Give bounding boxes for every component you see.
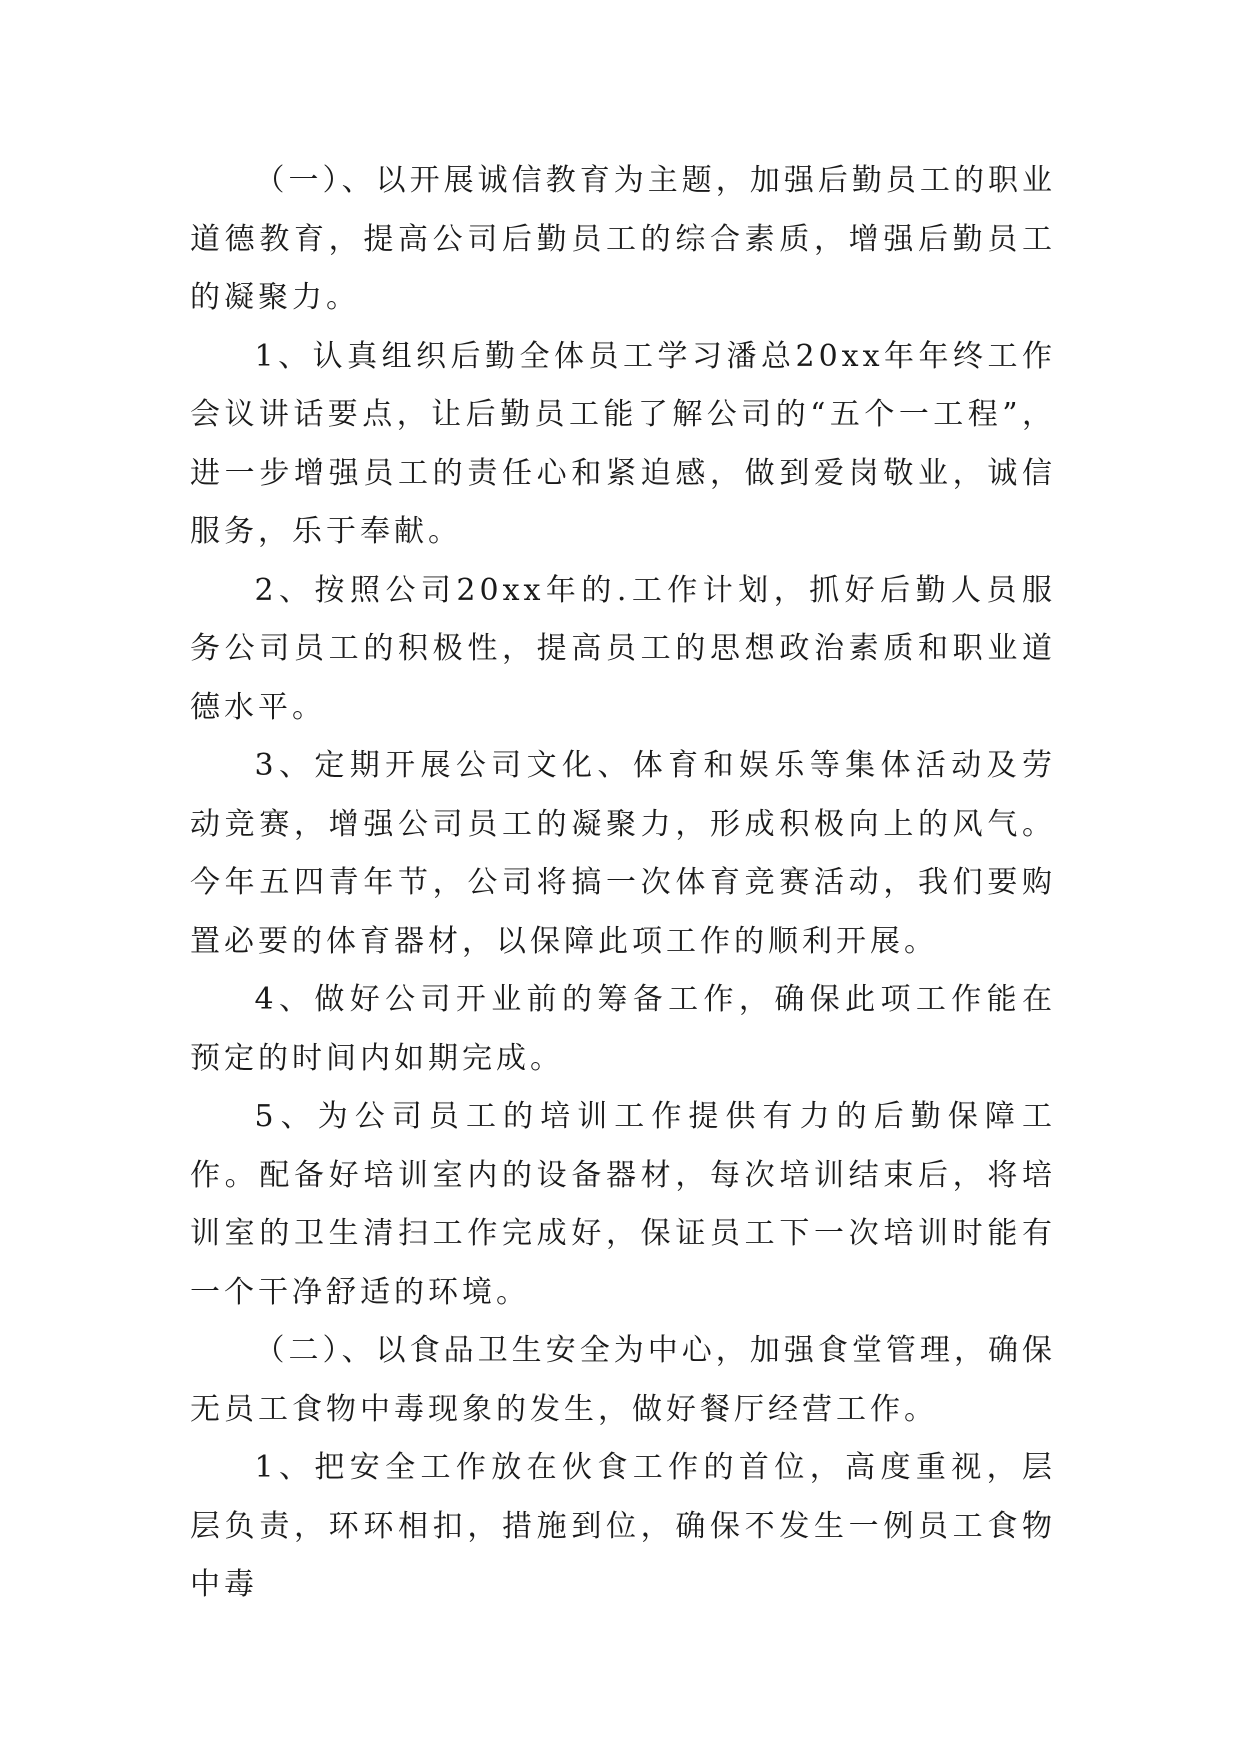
document-body [190,152,1056,1615]
paragraph-item-4: 4、做好公司开业前的筹备工作，确保此项工作能在预定的时间内如期完成。 [190,982,1056,1076]
section-heading-2: （二）、以食品卫生安全为中心，加强食堂管理，确保无员工食物中毒现象的发生，做好餐厅经营工作。 [190,1333,1056,1427]
paragraph-item-5: 5、为公司员工的培训工作提供有力的后勤保障工作。配备好培训室内的设备器材，每次培训结束后，将培训室的卫生清扫工作完成好，保证员工下一次培训时能有一个干净舒适的环境。 [190,1099,1056,1310]
section-heading-1: （一）、以开展诚信教育为主题，加强后勤员工的职业道德教育，提高公司后勤员工的综合素质，增强后勤员工的凝聚力。 [190,163,1056,315]
paragraph-item-1: 1、认真组织后勤全体员工学习潘总20xx年年终工作会议讲话要点，让后勤员工能了解公司的“五个一工程”，进一步增强员工的责任心和紧迫感，做到爱岗敬业，诚信服务，乐于奉献。 [190,338,1056,549]
paragraph-item-3: 3、定期开展公司文化、体育和娱乐等集体活动及劳动竞赛，增强公司员工的凝聚力，形成积极向上的风气。今年五四青年节，公司将搞一次体育竞赛活动，我们要购置必要的体育器材，以保障此项工作的顺利开展。 [190,748,1056,959]
paragraph-item-6: 1、把安全工作放在伙食工作的首位，高度重视，层层负责，环环相扣，措施到位，确保不发生一例员工食物中毒 [190,1450,1056,1602]
paragraph-item-2: 2、按照公司20xx年的.工作计划，抓好后勤人员服务公司员工的积极性，提高员工的思想政治素质和职业道德水平。 [190,572,1056,725]
